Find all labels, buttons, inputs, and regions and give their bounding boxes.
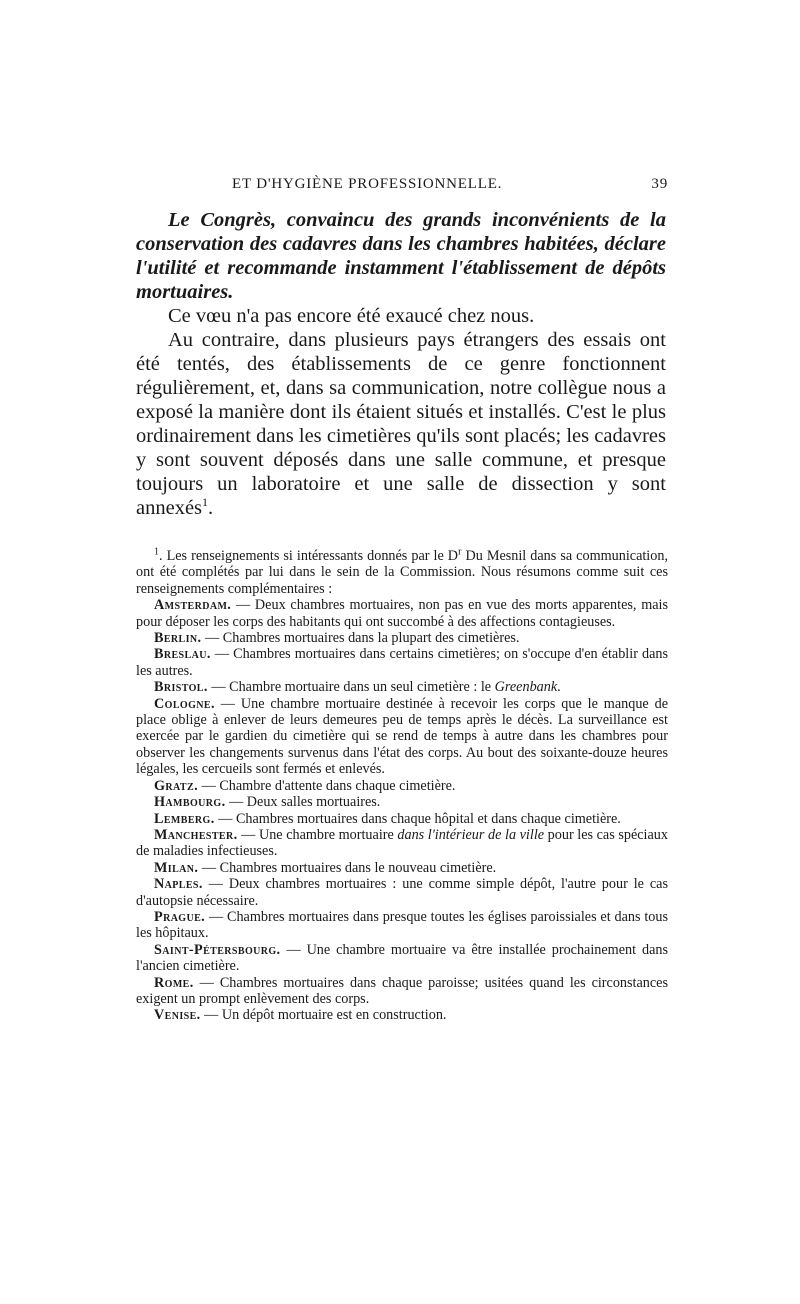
footnote-marker: 1 — [154, 546, 159, 558]
footnote-entry — [136, 827, 668, 860]
city-name: Lemberg. — [154, 810, 215, 827]
footnote-reference: 1 — [202, 495, 209, 510]
entry-italic-text: dans l'intérieur de la ville — [397, 826, 545, 843]
paragraph-2-text: Au contraire, dans plusieurs pays étrangers des essais ont été tentés, des établissements de ce genre fonctionnent régulièrement, et, dans sa communication, notre collègue nous a exposé la manière dont ils étaient situés et installés. C'est le plus ordinairement dans les cimetières qu'ils sont placés; les cadavres y sont souvent déposés dans une salle commune, et presque toujours un laboratoire et une salle de dissection y sont annexés — [136, 329, 666, 519]
footnote-entry — [136, 696, 668, 778]
footnote-entry — [136, 778, 668, 794]
footnote-entry — [136, 876, 668, 909]
entry-text: — Une chambre mortuaire destinée à recevoir les corps que le manque de place oblige à enlever de leurs demeures peu de temps après le décès. La surveillance est exercée par le gardien du cimetière qui se rend de temps à autre dans les chambres pour observer les changements survenus dans l'état des corps. Au bout des soixante-douze heures légales, les cercueils sont fermés et enlevés. — [136, 695, 668, 778]
footnote-entry — [136, 597, 668, 630]
entry-text: — Une chambre mortuaire va être installée prochainement dans l'ancien cimetière. — [136, 941, 668, 975]
footnote-intro-text-end: Du Mesnil dans sa communication, ont été complétés par lui dans le sein de la Commission. Nous résumons comme suit ces renseignements complémentaires : — [136, 548, 668, 597]
city-name: Breslau. — [154, 646, 211, 663]
city-name: Hambourg. — [154, 794, 226, 811]
footnote-entry — [136, 975, 668, 1008]
city-name: Manchester. — [154, 826, 238, 843]
city-name: Rome. — [154, 974, 194, 991]
footnote-entry — [136, 794, 668, 810]
city-name: Saint-Pétersbourg. — [154, 941, 281, 958]
entry-italic-text: Greenbank — [494, 679, 558, 696]
footnote-entry — [136, 942, 668, 975]
footnote-entry — [136, 1007, 668, 1023]
entry-text: — Chambre mortuaire dans un seul cimetière : le — [207, 679, 495, 696]
entry-text-end: . — [557, 679, 561, 696]
footnote-entry — [136, 630, 668, 646]
footnote-entry — [136, 909, 668, 942]
entry-text: — Chambres mortuaires dans chaque hôpital et dans chaque cimetière. — [214, 810, 621, 827]
entry-text: — Chambres mortuaires dans certains cimetières; on s'occupe d'en établir dans les autres. — [136, 646, 668, 679]
city-name: Amsterdam. — [154, 597, 232, 614]
entry-text: — Chambres mortuaires dans le nouveau cimetière. — [198, 859, 497, 876]
entry-text: — Une chambre mortuaire — [237, 826, 398, 843]
city-name: Milan. — [154, 859, 199, 876]
city-name: Gratz. — [154, 777, 199, 794]
entry-text: — Deux salles mortuaires. — [225, 794, 381, 811]
footnote-entry — [136, 679, 668, 695]
paragraph-1: Ce vœu n'a pas encore été exaucé chez nous. — [168, 305, 535, 327]
city-name: Berlin. — [154, 630, 202, 647]
footnote-intro — [136, 548, 668, 597]
entry-text: — Un dépôt mortuaire est en construction. — [200, 1007, 447, 1024]
city-name: Bristol. — [154, 679, 208, 696]
entry-text: — Deux chambres mortuaires, non pas en vue des morts apparentes, mais pour déposer les corps des habitants qui ont succombé à des affections contagieuses. — [136, 597, 668, 630]
footnotes — [136, 548, 668, 1024]
congress-resolution: Le Congrès, convaincu des grands inconvénients de la conservation des cadavres dans les chambres habitées, déclare l'utilité et recommande instamment l'établissement de dépôts mortuaires. — [136, 209, 666, 303]
entry-text: — Chambres mortuaires dans chaque paroisse; usitées quand les circonstances exigent un prompt enlèvement des corps. — [136, 974, 668, 1007]
entry-text-end: pour les cas spéciaux de maladies infectieuses. — [136, 826, 668, 860]
city-name: Naples. — [154, 876, 203, 893]
footnote-entry — [136, 860, 668, 876]
running-header — [136, 174, 668, 196]
city-name: Venise. — [154, 1007, 201, 1024]
footnote-entry — [136, 646, 668, 679]
running-title: ET D'HYGIÈNE PROFESSIONNELLE. — [232, 176, 503, 192]
entry-text: — Deux chambres mortuaires : une comme simple dépôt, l'autre pour le cas d'autopsie nécessaire. — [136, 876, 668, 909]
page-number: 39 — [651, 176, 668, 192]
footnote-intro-text: . Les renseignements si intéressants donnés par le D — [159, 548, 459, 564]
entry-text: — Chambre d'attente dans chaque cimetière. — [198, 777, 456, 794]
footnote-entry — [136, 811, 668, 827]
main-text — [136, 208, 666, 520]
city-name: Prague. — [154, 908, 206, 925]
entry-text: — Chambres mortuaires dans la plupart des cimetières. — [201, 630, 520, 647]
city-name: Cologne. — [154, 695, 215, 712]
doctor-abbrev-sup: r — [458, 546, 462, 558]
paragraph-2-end: . — [208, 497, 214, 519]
entry-text: — Chambres mortuaires dans presque toutes les églises paroissiales et dans tous les hôpitaux. — [136, 908, 668, 942]
city-entries — [136, 597, 668, 1024]
paragraph-2 — [136, 328, 666, 520]
